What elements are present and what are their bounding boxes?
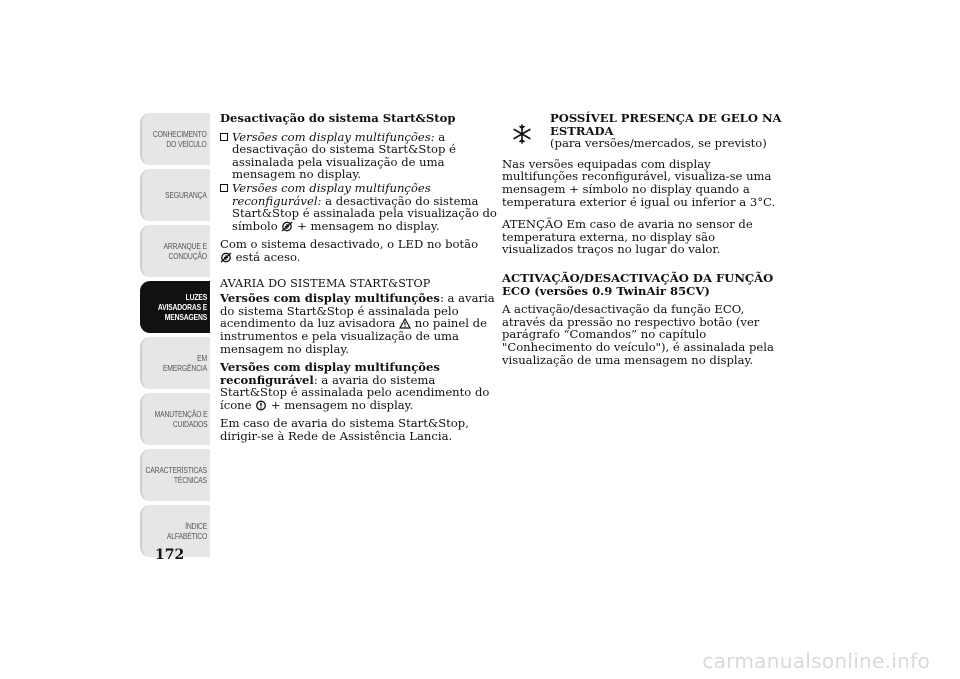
fault-reconfiguravel: [220, 361, 498, 411]
snowflake-icon: [512, 124, 532, 144]
right-column: [502, 111, 790, 372]
tab-label: MANUTENÇÃO E CUIDADOS: [154, 409, 207, 429]
closing-paragraph: Em caso de avaria do sistema Start&Stop, dirigir-se à Rede de Assistência Lancia.: [220, 416, 469, 444]
chapter-tabs: [140, 113, 210, 561]
start-stop-fault-icon: [255, 400, 267, 411]
ice-paragraph-2: ATENÇÃO Em caso de avaria no sensor de temperatura externa, no display são visualizados traços no lugar do valor.: [502, 217, 753, 257]
tab-label: SEGURANÇA: [165, 190, 207, 200]
bullet-title: Versões com display multifunções reconfigurável:: [232, 180, 431, 208]
paragraph-text: : a avaria do sistema Start&Stop é assinalada pelo acendimento da luz avisadora: [220, 291, 495, 331]
subheading: Versões com display multifunções reconfigurável: [220, 360, 440, 387]
eco-heading: ACTIVAÇÃO/DESACTIVAÇÃO DA FUNÇÃO ECO (versões 0.9 TwinAir 85CV): [502, 270, 774, 298]
bullet-text: + mensagem no display.: [293, 218, 440, 233]
fault-heading: AVARIA DO SISTEMA START&STOP: [220, 276, 431, 290]
watermark: carmanualsonline.info: [702, 649, 930, 673]
tab-label: CARACTERÍSTICAS TÉCNICAS: [145, 465, 207, 485]
tab-caracteristicas[interactable]: [140, 449, 210, 501]
bullet-text: a desactivação do sistema Start&Stop é assinalada pela visualização de uma mensagem no display.: [232, 129, 456, 182]
eco-paragraph: A activação/desactivação da função ECO, através da pressão no respectivo botão (ver parágrafo “Comandos” no capítulo "Conhecimento do veículo"), é assinalada pela visualização de uma mensagem no display.: [502, 302, 774, 367]
ice-warning-block: [508, 112, 790, 150]
tab-label: ARRANQUE E CONDUÇÃO: [163, 241, 207, 261]
page-number: 172: [155, 547, 185, 563]
tab-label: ÍNDICE ALFABÉTICO: [166, 521, 207, 541]
tab-arranque[interactable]: [140, 225, 210, 277]
led-paragraph: [220, 238, 498, 263]
bullet-text: a desactivação do sistema Start&Stop é assinalada pela visualização do símbolo: [232, 193, 497, 233]
subheading: Versões com display multifunções: [220, 291, 440, 306]
tab-seguranca[interactable]: [140, 169, 210, 221]
tab-conhecimento[interactable]: [140, 113, 210, 165]
ice-title: POSSÍVEL PRESENÇA DE GELO NA ESTRADA: [550, 111, 782, 138]
start-stop-off-icon: [281, 221, 293, 232]
paragraph-text: : a avaria do sistema Start&Stop é assinalada pelo acendimento do ícone: [220, 372, 490, 412]
paragraph-text: + mensagem no display.: [267, 397, 414, 412]
tab-manutencao[interactable]: [140, 393, 210, 445]
section-heading: Desactivação do sistema Start&Stop: [220, 111, 456, 125]
checkbox-bullet-icon: [220, 184, 228, 192]
tab-label: CONHECIMENTO DO VEÍCULO: [153, 129, 207, 149]
checkbox-bullet-icon: [220, 133, 228, 141]
bullet-multifuncoes: [220, 131, 498, 181]
tab-label: EM EMERGÊNCIA: [162, 353, 207, 373]
tab-label: LUZES AVISADORAS E MENSAGENS: [157, 292, 207, 322]
start-stop-off-icon: [220, 252, 232, 263]
left-column: [220, 112, 498, 449]
fault-multifuncoes: [220, 292, 498, 355]
paragraph-text: no painel de instrumentos e pela visualização de uma mensagem no display.: [220, 316, 487, 356]
ice-subtitle: (para versões/mercados, se previsto): [550, 136, 767, 151]
warning-triangle-icon: [399, 318, 411, 329]
tab-luzes-avisadoras[interactable]: [140, 281, 210, 333]
bullet-reconfiguravel: [220, 182, 498, 232]
paragraph-text: Com o sistema desactivado, o LED no botão: [220, 237, 479, 252]
ice-paragraph-1: Nas versões equipadas com display multifunções reconfigurável, visualiza-se uma mensagem + símbolo no display quando a temperatura exterior é igual ou inferior a 3°C.: [502, 156, 776, 209]
bullet-title: Versões com display multifunções:: [232, 129, 435, 144]
tab-emergencia[interactable]: [140, 337, 210, 389]
paragraph-text: está aceso.: [232, 249, 301, 264]
